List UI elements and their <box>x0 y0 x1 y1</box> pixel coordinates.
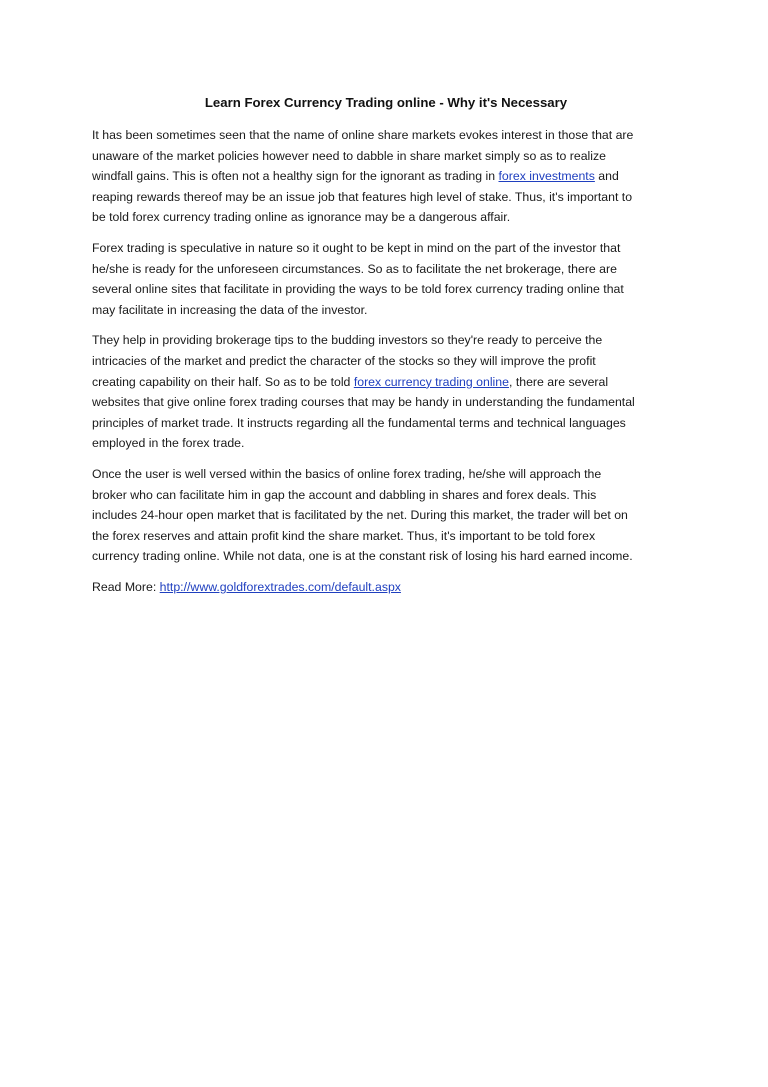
paragraph-1-line-3-text-end: and <box>594 169 619 184</box>
paragraph-3-line-3-text-end: , there are several <box>508 374 609 389</box>
paragraph-1-line-3 <box>92 166 680 187</box>
paragraph-4-line-5: currency trading online. While not data, one is at the constant risk of losing his hard earned income. <box>92 549 633 564</box>
read-more-link[interactable]: http://www.goldforextrades.com/default.aspx <box>159 579 401 594</box>
paragraph-1-line-2: unaware of the market policies however need to dabble in share market simply so as to realize <box>92 148 607 163</box>
paragraph-3-line-6: employed in the forex trade. <box>92 436 245 451</box>
paragraph-3-line-3-text-start: creating capability on their half. So as to be told <box>92 374 354 389</box>
paragraph-1-line-3-text-start: windfall gains. This is often not a healthy sign for the ignorant as trading in <box>92 169 499 184</box>
document-title: Learn Forex Currency Trading online - Why it's Necessary <box>204 95 568 110</box>
paragraph-4-line-4: the forex reserves and attain profit kind the share market. Thus, it's important to be told forex <box>92 528 596 543</box>
paragraph-2-line-3: several online sites that facilitate in providing the ways to be told forex currency trading online that <box>92 282 624 297</box>
read-more-line <box>92 577 680 598</box>
paragraph-3-line-5: principles of market trade. It instructs regarding all the fundamental terms and technical languages <box>92 415 626 430</box>
paragraph-4-line-1: Once the user is well versed within the basics of online forex trading, he/she will approach the <box>92 466 602 481</box>
read-more-label: Read More: <box>92 579 160 594</box>
paragraph-1-line-5: be told forex currency trading online as ignorance may be a dangerous affair. <box>92 210 511 225</box>
document-body <box>92 93 680 607</box>
paragraph-2-line-1: Forex trading is speculative in nature so it ought to be kept in mind on the part of the investor that <box>92 240 621 255</box>
forex-currency-trading-online-link[interactable]: forex currency trading online <box>353 374 509 389</box>
paragraph-1-line-4: reaping rewards thereof may be an issue job that features high level of stake. Thus, it's important to <box>92 189 633 204</box>
paragraph-1 <box>92 125 680 228</box>
paragraph-3 <box>92 330 680 454</box>
paragraph-3-line-3 <box>92 372 680 393</box>
paragraph-3-line-4: websites that give online forex trading courses that may be handy in understanding the fundamental <box>92 395 635 410</box>
paragraph-4-line-3: includes 24-hour open market that is facilitated by the net. During this market, the trader will bet on <box>92 508 628 523</box>
paragraph-2 <box>92 238 680 320</box>
paragraph-3-line-1: They help in providing brokerage tips to the budding investors so they're ready to perceive the <box>92 333 603 348</box>
paragraph-2-line-2: he/she is ready for the unforeseen circumstances. So as to facilitate the net brokerage, there are <box>92 261 617 276</box>
paragraph-2-line-4: may facilitate in increasing the data of the investor. <box>92 302 368 317</box>
forex-investments-link[interactable]: forex investments <box>498 169 595 184</box>
paragraph-1-line-1: It has been sometimes seen that the name of online share markets evokes interest in those that are <box>92 128 634 142</box>
paragraph-3-line-2: intricacies of the market and predict the character of the stocks so they will improve the profit <box>92 353 596 368</box>
read-more <box>92 577 680 598</box>
paragraph-4 <box>92 464 680 567</box>
paragraph-4-line-2: broker who can facilitate him in gap the account and dabbling in shares and forex deals. This <box>92 487 597 502</box>
